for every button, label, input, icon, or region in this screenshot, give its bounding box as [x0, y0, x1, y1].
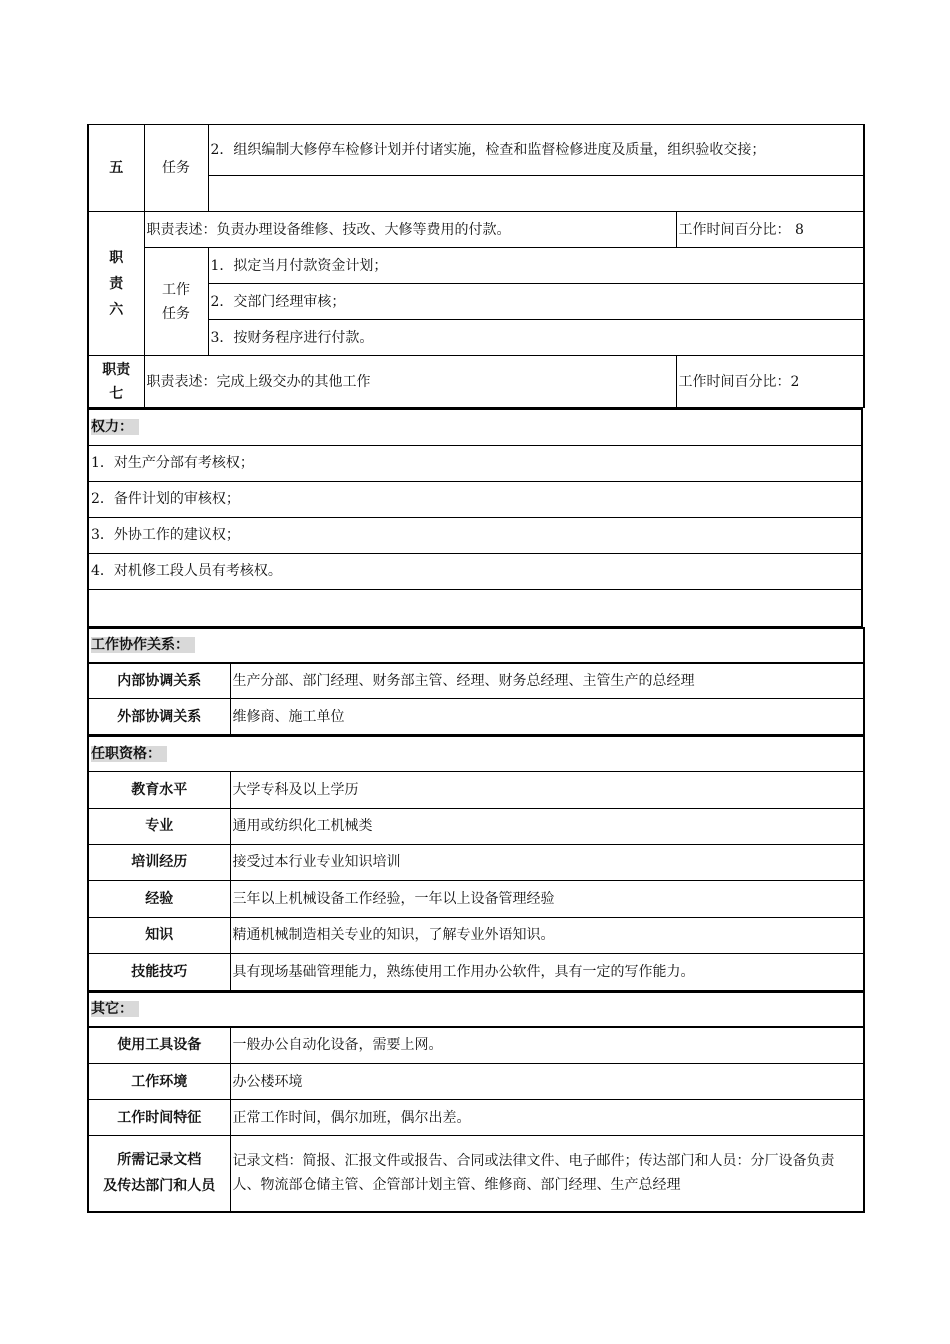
qual-education-label: 教育水平 [88, 771, 230, 808]
duty7-description: 职责表述：完成上级交办的其他工作 [144, 356, 676, 408]
other-worktime-label: 工作时间特征 [88, 1100, 230, 1136]
duty5-number: 五 [88, 125, 144, 212]
qual-skills-value: 具有现场基础管理能力，熟练使用工作用办公软件，具有一定的写作能力。 [230, 953, 864, 990]
duty6-time-percent: 工作时间百分比： 8 [676, 212, 864, 248]
coop-internal-label: 内部协调关系 [88, 663, 230, 699]
other-row [88, 1100, 864, 1136]
other-worktime-value: 正常工作时间，偶尔加班，偶尔出差。 [230, 1100, 864, 1136]
duty5-task-label: 任务 [144, 125, 208, 212]
other-records-label: 所需记录文档 及传达部门和人员 [88, 1136, 230, 1212]
duty7-row [88, 356, 864, 408]
authority-item-5 [88, 589, 862, 626]
authority-item-3: 3．外协工作的建议权； [88, 517, 862, 553]
coop-internal-value: 生产分部、部门经理、财务部主管、经理、财务总经理、主管生产的总经理 [230, 663, 864, 699]
qual-training-value: 接受过本行业专业知识培训 [230, 844, 864, 880]
qual-knowledge-label: 知识 [88, 917, 230, 953]
qual-row [88, 844, 864, 880]
qual-row [88, 808, 864, 844]
authority-table [87, 408, 863, 627]
duty6-number: 职 责 六 [88, 212, 144, 356]
duty6-description: 职责表述：负责办理设备维修、技改、大修等费用的付款。 [144, 212, 676, 248]
qual-row [88, 953, 864, 990]
duty6-task-1: 1．拟定当月付款资金计划； [208, 248, 864, 284]
coop-external-value: 维修商、施工单位 [230, 699, 864, 735]
other-row [88, 1027, 864, 1064]
other-tools-label: 使用工具设备 [88, 1027, 230, 1064]
qual-experience-value: 三年以上机械设备工作经验，一年以上设备管理经验 [230, 880, 864, 917]
coop-external-label: 外部协调关系 [88, 699, 230, 735]
other-heading: 其它： [88, 992, 864, 1027]
authority-heading: 权力： [88, 409, 862, 445]
qual-education-value: 大学专科及以上学历 [230, 771, 864, 808]
authority-item-4: 4．对机修工段人员有考核权。 [88, 553, 862, 589]
cooperation-table [87, 627, 865, 736]
qual-experience-label: 经验 [88, 880, 230, 917]
qual-row [88, 880, 864, 917]
qualifications-heading: 任职资格： [88, 736, 864, 771]
duty6-task-2: 2．交部门经理审核； [208, 284, 864, 320]
qualifications-table [87, 735, 865, 991]
coop-external-row [88, 699, 864, 735]
other-environment-value: 办公楼环境 [230, 1064, 864, 1100]
qual-major-label: 专业 [88, 808, 230, 844]
job-description-document [87, 124, 863, 1213]
other-records-row [88, 1136, 864, 1212]
qual-row [88, 917, 864, 953]
duty6-description-row [88, 212, 864, 248]
duty6-task-label: 工作 任务 [144, 248, 208, 356]
other-row [88, 1064, 864, 1100]
qual-row [88, 771, 864, 808]
other-table [87, 991, 865, 1213]
qual-knowledge-value: 精通机械制造相关专业的知识，了解专业外语知识。 [230, 917, 864, 953]
authority-item-1: 1．对生产分部有考核权； [88, 445, 862, 481]
qual-major-value: 通用或纺织化工机械类 [230, 808, 864, 844]
duty7-time-percent: 工作时间百分比：2 [676, 356, 864, 408]
coop-internal-row [88, 663, 864, 699]
duty5-task-row [88, 125, 864, 176]
qual-skills-label: 技能技巧 [88, 953, 230, 990]
duty6-task-3: 3．按财务程序进行付款。 [208, 320, 864, 356]
duties-table [87, 124, 865, 408]
duty5-task-2 [208, 176, 864, 212]
duty5-task-1: 2．组织编制大修停车检修计划并付诸实施，检查和监督检修进度及质量，组织验收交接； [208, 125, 864, 176]
other-environment-label: 工作环境 [88, 1064, 230, 1100]
cooperation-heading: 工作协作关系： [88, 628, 864, 663]
other-tools-value: 一般办公自动化设备，需要上网。 [230, 1027, 864, 1064]
qual-training-label: 培训经历 [88, 844, 230, 880]
other-records-value: 记录文档：简报、汇报文件或报告、合同或法律文件、电子邮件；传达部门和人员：分厂设备负责人、物流部仓储主管、企管部计划主管、维修商、部门经理、生产总经理 [230, 1136, 864, 1212]
duty7-number: 职责 七 [88, 356, 144, 408]
authority-item-2: 2．备件计划的审核权； [88, 481, 862, 517]
